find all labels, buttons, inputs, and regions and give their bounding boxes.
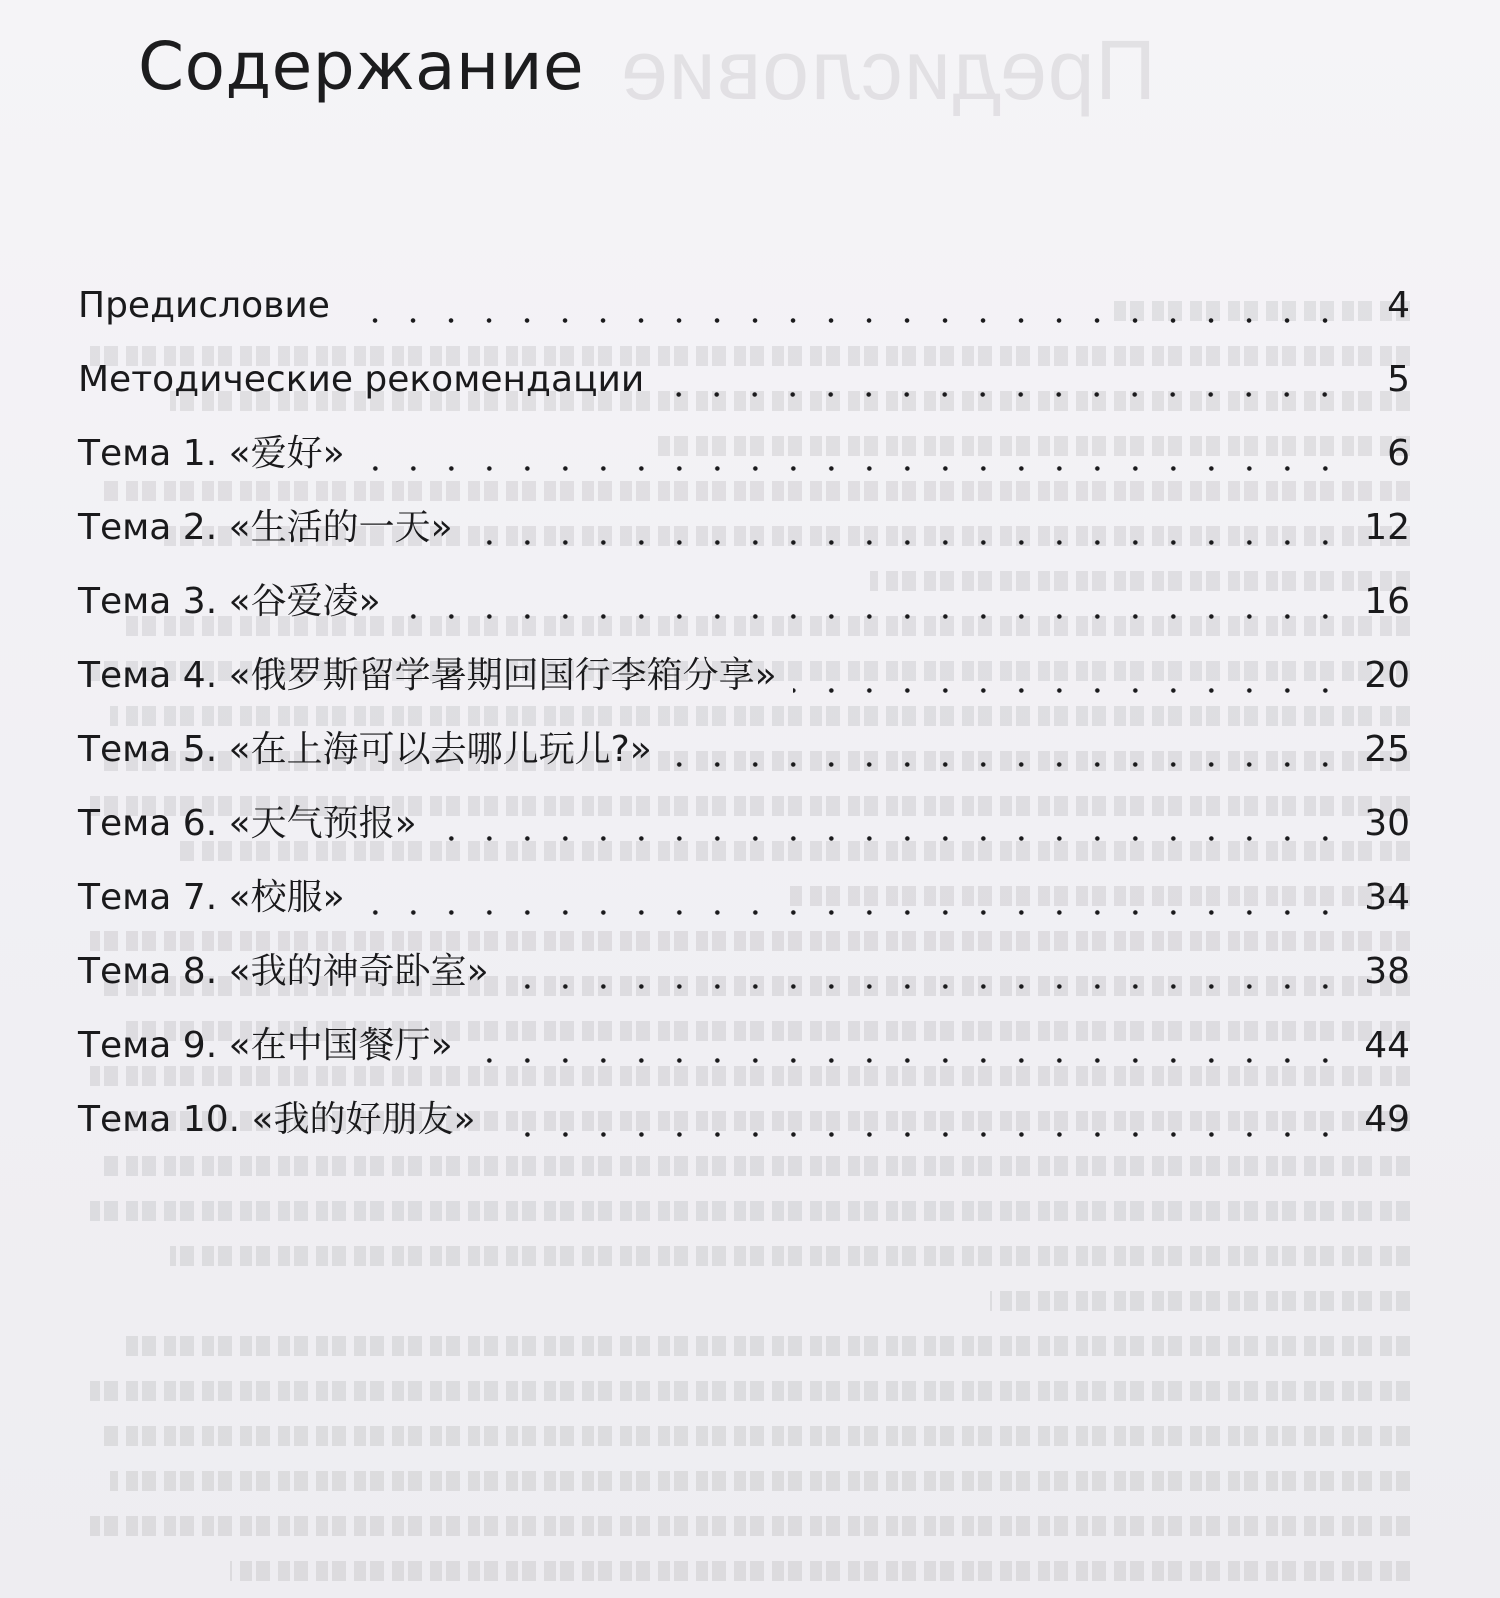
dot-leader [486,1090,1350,1150]
toc-entry-title: Тема 5. «在上海可以去哪儿玩儿?» [78,729,652,770]
toc-entry[interactable] [78,558,1410,632]
toc-entry[interactable] [78,928,1410,1002]
toc-entry-page: 49 [1364,1099,1410,1140]
toc-entry-page: 34 [1364,877,1410,918]
dot-leader [787,646,1350,706]
dot-leader [391,572,1350,632]
toc-entry-title: Тема 3. «谷爱凌» [78,581,381,622]
toc-entry-page: 6 [1387,433,1410,474]
toc-entry[interactable] [78,410,1410,484]
dot-leader [654,350,1350,410]
bleed-through-title: Предисловие [620,23,1156,117]
toc-entry[interactable] [78,262,1410,336]
dot-leader [662,720,1350,780]
toc-entry-title: Тема 6. «天气预报» [78,803,417,844]
dot-leader [355,424,1350,484]
toc-entry-title: Тема 10. «我的好朋友» [78,1099,476,1140]
dot-leader [355,868,1350,928]
dot-leader [499,942,1350,1002]
toc-entry-page: 5 [1387,359,1410,400]
toc-entry-title: Тема 2. «生活的一天» [78,507,453,548]
toc-entry-page: 4 [1387,285,1410,326]
toc-entry-title: Тема 8. «我的神奇卧室» [78,951,489,992]
toc-entry[interactable] [78,336,1410,410]
toc-entry-page: 25 [1364,729,1410,770]
toc-entry-title: Предисловие [78,285,330,326]
dot-leader [340,276,1350,336]
toc-entry-page: 20 [1364,655,1410,696]
table-of-contents [78,262,1410,1150]
toc-entry[interactable] [78,1002,1410,1076]
toc-entry-page: 16 [1364,581,1410,622]
toc-entry-page: 30 [1364,803,1410,844]
toc-entry[interactable] [78,484,1410,558]
toc-entry-page: 44 [1364,1025,1410,1066]
toc-entry-page: 12 [1364,507,1410,548]
toc-entry-page: 38 [1364,951,1410,992]
toc-entry-title: Тема 7. «校服» [78,877,345,918]
toc-entry[interactable] [78,632,1410,706]
toc-entry[interactable] [78,780,1410,854]
toc-entry-title: Тема 4. «俄罗斯留学暑期回国行李箱分享» [78,655,777,696]
toc-entry[interactable] [78,854,1410,928]
page-title: Содержание [138,28,585,105]
toc-entry[interactable] [78,1076,1410,1150]
dot-leader [463,1016,1350,1076]
dot-leader [427,794,1350,854]
toc-entry-title: Тема 1. «爱好» [78,433,345,474]
toc-entry-title: Методические рекомендации [78,359,645,400]
toc-entry[interactable] [78,706,1410,780]
dot-leader [463,498,1350,558]
toc-entry-title: Тема 9. «在中国餐厅» [78,1025,453,1066]
